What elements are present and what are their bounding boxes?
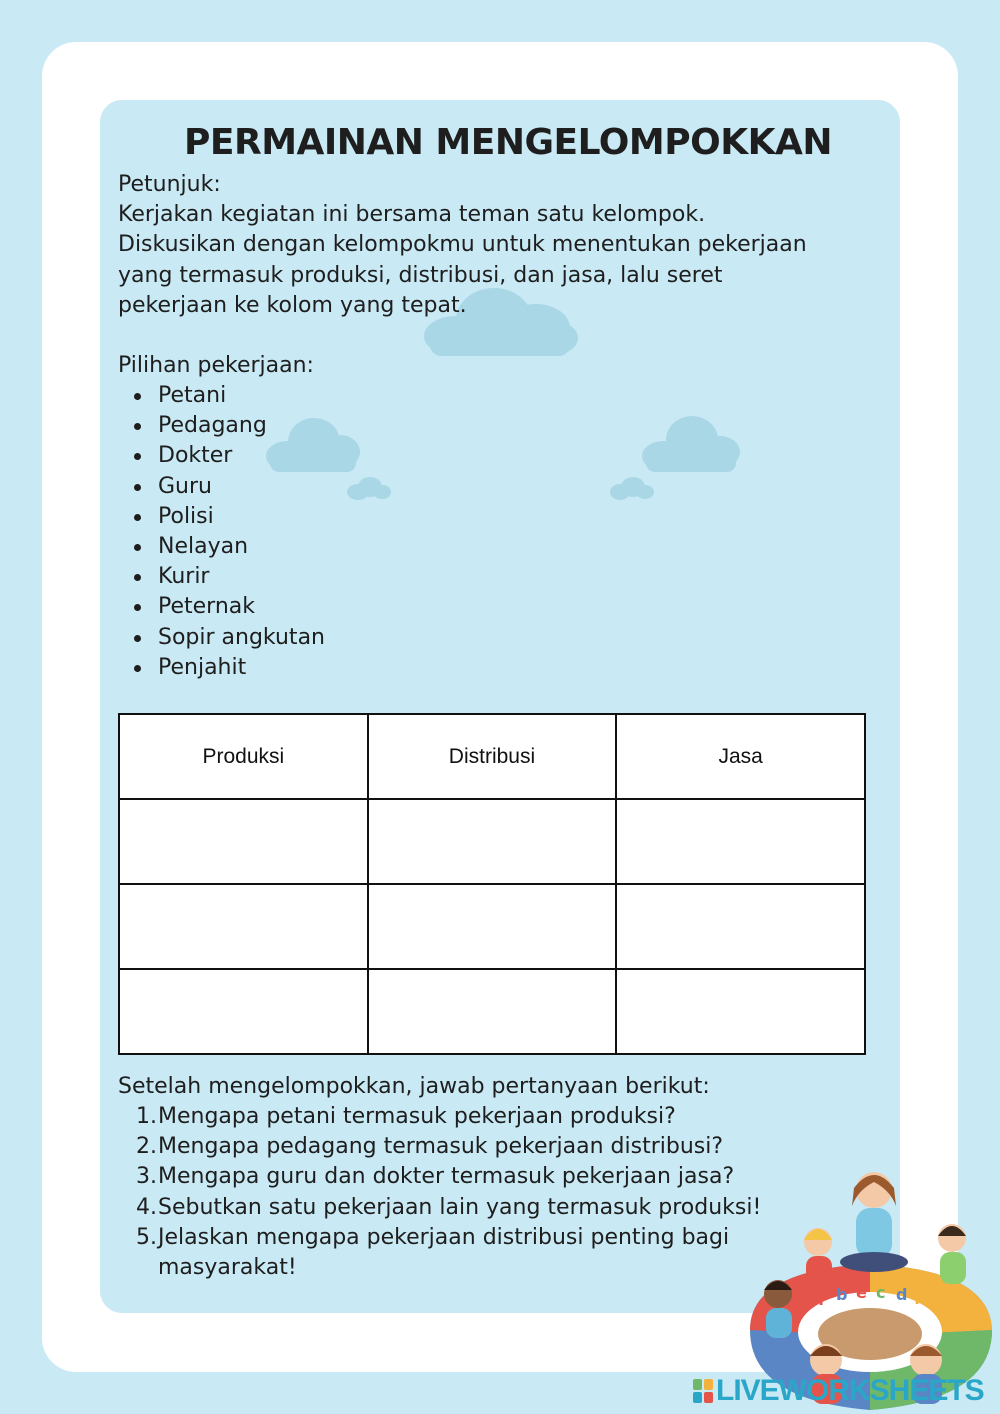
brand-name: LIVEWORKSHEETS [716,1374,984,1407]
column-header-distribusi: Distribusi [368,714,617,799]
drop-cell[interactable] [119,799,368,884]
drop-cell[interactable] [119,884,368,969]
page-title: PERMAINAN MENGELOMPOKKAN [184,122,832,163]
job-option[interactable]: Kurir [118,562,325,592]
classification-table [118,713,866,1055]
options-label: Pilihan pekerjaan: [118,353,314,378]
column-header-produksi: Produksi [119,714,368,799]
drop-cell[interactable] [368,969,617,1054]
job-option[interactable]: Peternak [118,592,325,622]
question-item: 5. Jelaskan mengapa pekerjaan distribusi penting bagi masyarakat! [136,1224,730,1281]
job-option[interactable]: Guru [118,472,325,502]
bullet-icon [134,514,141,521]
cloud-icon [344,476,392,502]
job-option[interactable]: Penjahit [118,653,325,683]
bullet-icon [134,544,141,551]
bullet-icon [134,665,141,672]
bullet-icon [134,423,141,430]
bullet-icon [134,574,141,581]
question-item: 3. Mengapa guru dan dokter termasuk pekerjaan jasa? [136,1164,735,1190]
bullet-icon [134,453,141,460]
instructions-line: Kerjakan kegiatan ini bersama teman satu kelompok. [118,202,706,228]
drop-cell[interactable] [368,884,617,969]
job-option[interactable]: Sopir angkutan [118,623,325,653]
svg-text:f: f [818,1290,825,1309]
svg-text:e: e [856,1283,867,1302]
bullet-icon [134,484,141,491]
bullet-icon [134,635,141,642]
table-row [119,969,865,1054]
svg-text:c: c [876,1283,886,1302]
table-row [119,884,865,969]
liveworksheets-mark-icon [692,1378,714,1404]
job-option[interactable]: Pedagang [118,411,325,441]
job-options-list [118,381,325,683]
bullet-icon [134,604,141,611]
svg-text:b: b [836,1285,848,1304]
liveworksheets-logo [692,1374,984,1408]
instructions-line: yang termasuk produksi, distribusi, dan jasa, lalu seret [118,262,723,288]
instructions-line: Diskusikan dengan kelompokmu untuk menentukan pekerjaan [118,232,807,258]
table-header-row [119,714,865,799]
svg-text:d: d [896,1285,908,1304]
question-item: 4. Sebutkan satu pekerjaan lain yang termasuk produksi! [136,1194,762,1220]
instructions-label: Petunjuk: [118,172,221,197]
job-option[interactable]: Nelayan [118,532,325,562]
job-option[interactable]: Petani [118,381,325,411]
job-option[interactable]: Dokter [118,441,325,471]
questions-label: Setelah mengelompokkan, jawab pertanyaan berikut: [118,1074,710,1099]
instructions [118,170,807,321]
drop-cell[interactable] [616,969,865,1054]
bullet-icon [134,393,141,400]
table-row [119,799,865,884]
question-item: 1. Mengapa petani termasuk pekerjaan produksi? [136,1104,676,1129]
svg-text:f: f [914,1289,921,1308]
drop-cell[interactable] [368,799,617,884]
drop-cell[interactable] [616,799,865,884]
drop-cell[interactable] [119,969,368,1054]
column-header-jasa: Jasa [616,714,865,799]
cloud-icon [638,414,742,476]
drop-cell[interactable] [616,884,865,969]
cloud-icon [608,476,656,502]
question-item: 2. Mengapa pedagang termasuk pekerjaan distribusi? [136,1134,724,1160]
job-option[interactable]: Polisi [118,502,325,532]
instructions-line: pekerjaan ke kolom yang tepat. [118,292,467,318]
questions-list [118,1102,818,1283]
